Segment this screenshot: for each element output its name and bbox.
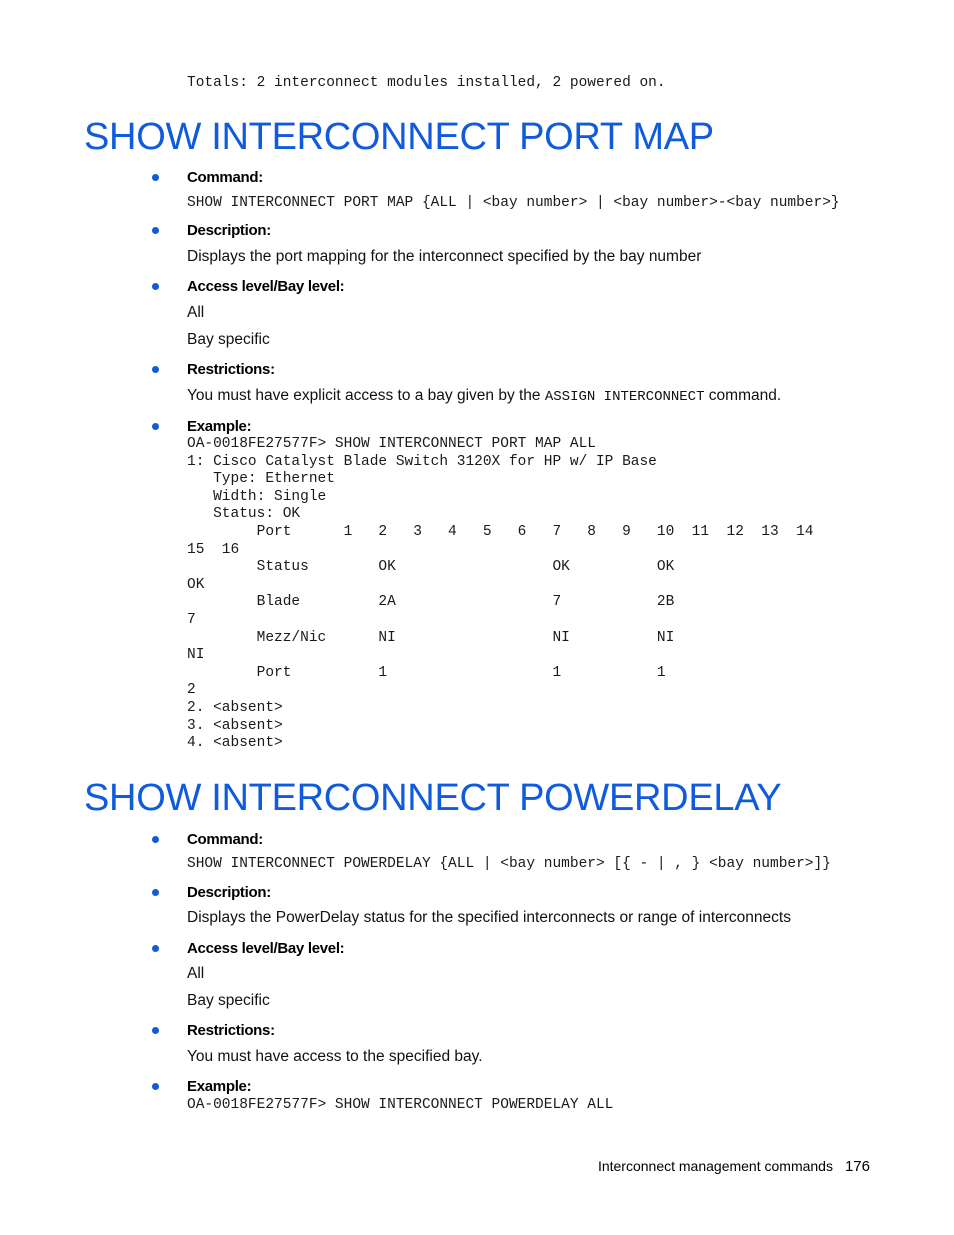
bullet-icon <box>152 1083 159 1090</box>
restrictions-code: ASSIGN INTERCONNECT <box>544 389 705 405</box>
command-label: Command: <box>187 169 263 186</box>
access-label: Access level/Bay level: <box>187 278 345 295</box>
command-label: Command: <box>187 831 263 848</box>
command-syntax: SHOW INTERCONNECT PORT MAP {ALL | <bay number> | <bay number>-<bay number>} <box>187 195 840 211</box>
restrictions-text-after: command. <box>704 387 782 404</box>
page-footer <box>598 1158 870 1175</box>
access-value-bay: Bay specific <box>187 992 270 1009</box>
restrictions-label: Restrictions: <box>187 361 275 378</box>
bullet-icon <box>152 1027 159 1034</box>
access-value-all: All <box>187 304 205 321</box>
description-label: Description: <box>187 884 271 901</box>
access-value-bay: Bay specific <box>187 331 270 348</box>
example-line: NI <box>187 647 205 664</box>
example-line: Status OK OK OK <box>187 559 675 576</box>
access-label: Access level/Bay level: <box>187 940 345 957</box>
example-line: 4. <absent> <box>187 735 283 752</box>
section-title-port-map: SHOW INTERCONNECT PORT MAP <box>84 116 714 158</box>
section-title-powerdelay: SHOW INTERCONNECT POWERDELAY <box>84 777 782 819</box>
restrictions-text <box>187 386 781 407</box>
example-label: Example: <box>187 418 252 435</box>
example-label: Example: <box>187 1078 252 1095</box>
example-line: OK <box>187 576 205 593</box>
footer-chapter: Interconnect management commands <box>597 1158 833 1174</box>
description-text: Displays the PowerDelay status for the specified interconnects or range of interconnects <box>187 909 791 926</box>
bullet-icon <box>152 836 159 843</box>
example-line: 15 16 <box>187 541 240 558</box>
access-value-all: All <box>187 965 205 982</box>
bullet-icon <box>152 283 159 290</box>
restrictions-text-before: You must have explicit access to a bay given by the <box>187 387 545 404</box>
description-text: Displays the port mapping for the interconnect specified by the bay number <box>187 248 702 265</box>
example-line: Port 1 2 3 4 5 6 7 8 9 10 11 12 13 14 <box>187 523 814 540</box>
totals-line: Totals: 2 interconnect modules installed, 2 powered on. <box>187 75 666 91</box>
bullet-icon <box>152 423 159 430</box>
example-line: 2. <absent> <box>187 699 283 716</box>
description-label: Description: <box>187 222 271 239</box>
restrictions-label: Restrictions: <box>187 1022 275 1039</box>
example-line: 2 <box>187 682 196 699</box>
example-line: 1: Cisco Catalyst Blade Switch 3120X for HP w/ IP Base <box>187 453 657 470</box>
example-line: Width: Single <box>187 488 327 505</box>
page-number: 176 <box>844 1158 870 1175</box>
example-line: Blade 2A 7 2B <box>187 594 675 611</box>
example-code-block <box>187 436 814 753</box>
bullet-icon <box>152 227 159 234</box>
example-line: Mezz/Nic NI NI NI <box>187 629 675 646</box>
bullet-icon <box>152 366 159 373</box>
example-line: OA-0018FE27577F> SHOW INTERCONNECT PORT MAP ALL <box>187 436 596 452</box>
example-line: OA-0018FE27577F> SHOW INTERCONNECT POWERDELAY ALL <box>187 1097 614 1113</box>
command-syntax: SHOW INTERCONNECT POWERDELAY {ALL | <bay number> [{ - | , } <bay number>]} <box>187 856 831 872</box>
bullet-icon <box>152 174 159 181</box>
example-line: Status: OK <box>187 506 301 523</box>
example-line: Port 1 1 1 <box>187 664 666 681</box>
bullet-icon <box>152 945 159 952</box>
example-line: 3. <absent> <box>187 717 283 734</box>
example-code-block <box>187 1097 613 1115</box>
example-line: 7 <box>187 611 196 628</box>
restrictions-text: You must have access to the specified bay. <box>187 1048 483 1065</box>
example-line: Type: Ethernet <box>187 471 335 488</box>
bullet-icon <box>152 889 159 896</box>
